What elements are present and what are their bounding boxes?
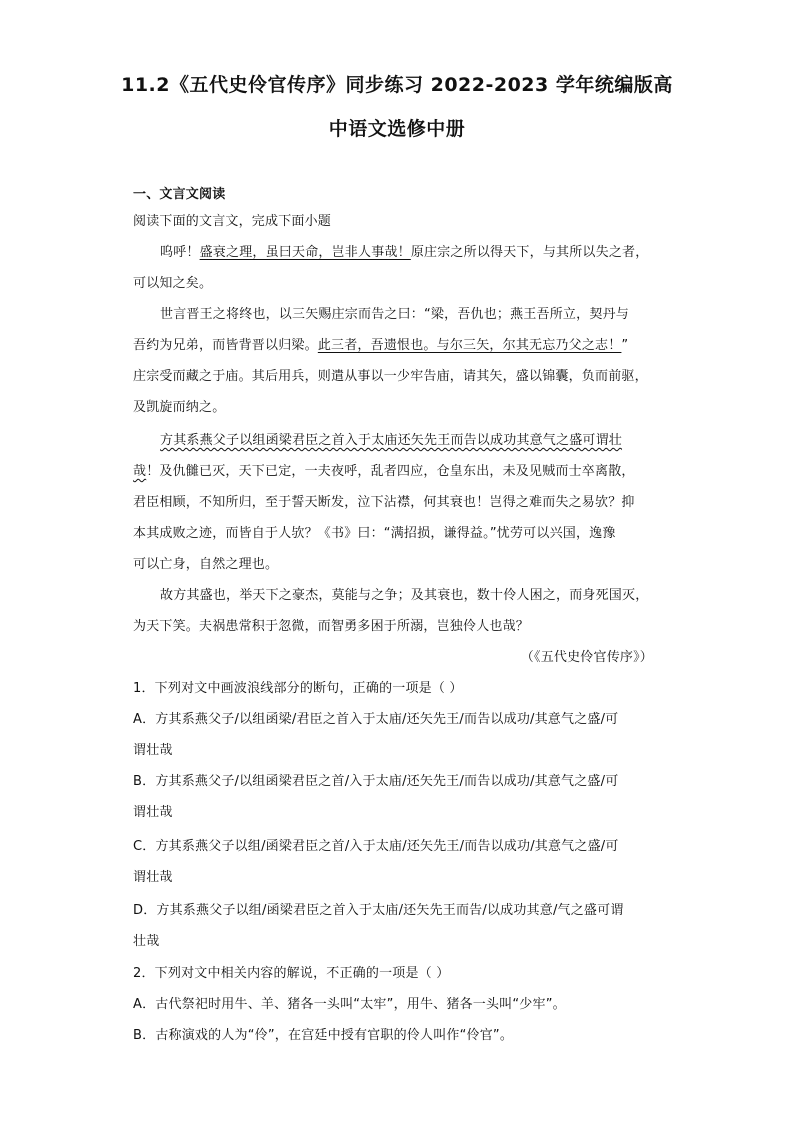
wavy-underlined-text: 方其系燕父子以组函梁君臣之首入于太庙还矢先王而告以成功其意气之盛可谓壮 [160,433,623,448]
passage-text: 吾约为兄弟，而皆背晋以归梁。 [133,338,318,353]
question-1-option-c: C．方其系燕父子以组/函梁君臣之首/入于太庙/还矢先王/而告以成功/其意气之盛/可 [133,839,619,854]
question-1-option-b: B．方其系燕父子/以组函梁君臣之首/入于太庙/还矢先王/而告以成功/其意气之盛/可 [133,774,619,789]
question-1-option-a: A．方其系燕父子/以组函梁/君臣之首入于太庙/还矢先王/而告以成功/其意气之盛/可 [133,712,619,727]
passage-paragraph-3-line-3: 君臣相顾，不知所归，至于誓天断发，泣下沾襟，何其衰也！岂得之难而失之易欤？抑 [133,495,635,510]
question-1-stem: 1．下列对文中画波浪线部分的断句，正确的一项是（ ） [133,681,463,696]
question-1-option-d: D．方其系燕父子以组/函梁君臣之首入于太庙/还矢先王而告/以成功其意/气之盛可谓 [133,903,624,918]
wavy-underlined-text: 哉 [133,464,147,479]
passage-text: 原庄宗之所以得天下，与其所以失之者， [410,245,649,260]
passage-text: 呜呼！ [160,245,200,260]
passage-paragraph-4-line-2: 为天下笑。夫祸患常积于忽微，而智勇多困于所溺，岂独伶人也哉？ [133,619,530,634]
document-title-line-2: 中语文选修中册 [328,118,466,140]
question-1-option-b-cont: 谓壮哉 [133,805,173,820]
passage-paragraph-1-line-1 [160,244,663,262]
question-2-option-b: B．古称演戏的人为“伶”，在宫廷中授有官职的伶人叫作“伶官”。 [133,1028,514,1043]
passage-source: （《五代史伶官传序》） [520,650,653,665]
passage-paragraph-4-line-1: 故方其盛也，举天下之豪杰，莫能与之争；及其衰也，数十伶人困之，而身死国灭， [160,588,649,603]
underlined-sentence: 此三者，吾遗恨也。与尔三矢，尔其无忘乃父之志！ [317,338,622,353]
section-instruction: 阅读下面的文言文，完成下面小题 [133,214,332,229]
passage-paragraph-3-line-2 [133,463,663,481]
passage-text: ” [621,338,629,353]
passage-paragraph-2-line-4: 及凯旋而纳之。 [133,400,226,415]
question-1-option-a-cont: 谓壮哉 [133,743,173,758]
passage-paragraph-3-line-4: 本其成败之迹，而皆自于人欤？《书》曰：“满招损，谦得益。”忧劳可以兴国，逸豫 [133,526,616,541]
question-2-stem: 2．下列对文中相关内容的解说，不正确的一项是（ ） [133,966,450,981]
question-1-option-d-cont: 壮哉 [133,934,160,949]
document-title-line-1: 11.2《五代史伶官传序》同步练习 2022-2023 学年统编版高 [121,74,673,96]
passage-paragraph-2-line-1: 世言晋王之将终也，以三矢赐庄宗而告之曰：“梁，吾仇也；燕王吾所立，契丹与 [160,307,629,322]
passage-paragraph-3-line-1 [160,432,663,450]
passage-text: ！及仇雠已灭，天下已定，一夫夜呼，乱者四应，仓皇东出，未及见贼而士卒离散， [146,464,635,479]
question-1-option-c-cont: 谓壮哉 [133,870,173,885]
underlined-sentence: 盛衰之理，虽曰天命，岂非人事哉！ [199,245,411,260]
passage-paragraph-2-line-2 [133,337,663,355]
passage-paragraph-1-line-2: 可以知之矣。 [133,276,213,291]
passage-paragraph-2-line-3: 庄宗受而藏之于庙。其后用兵，则遣从事以一少牢告庙，请其矢，盛以锦囊，负而前驱， [133,369,648,384]
section-heading: 一、文言文阅读 [133,187,226,202]
passage-paragraph-3-line-5: 可以亡身，自然之理也。 [133,557,279,572]
question-2-option-a: A．古代祭祀时用牛、羊、猪各一头叫“太牢”，用牛、猪各一头叫“少牢”。 [133,997,566,1012]
